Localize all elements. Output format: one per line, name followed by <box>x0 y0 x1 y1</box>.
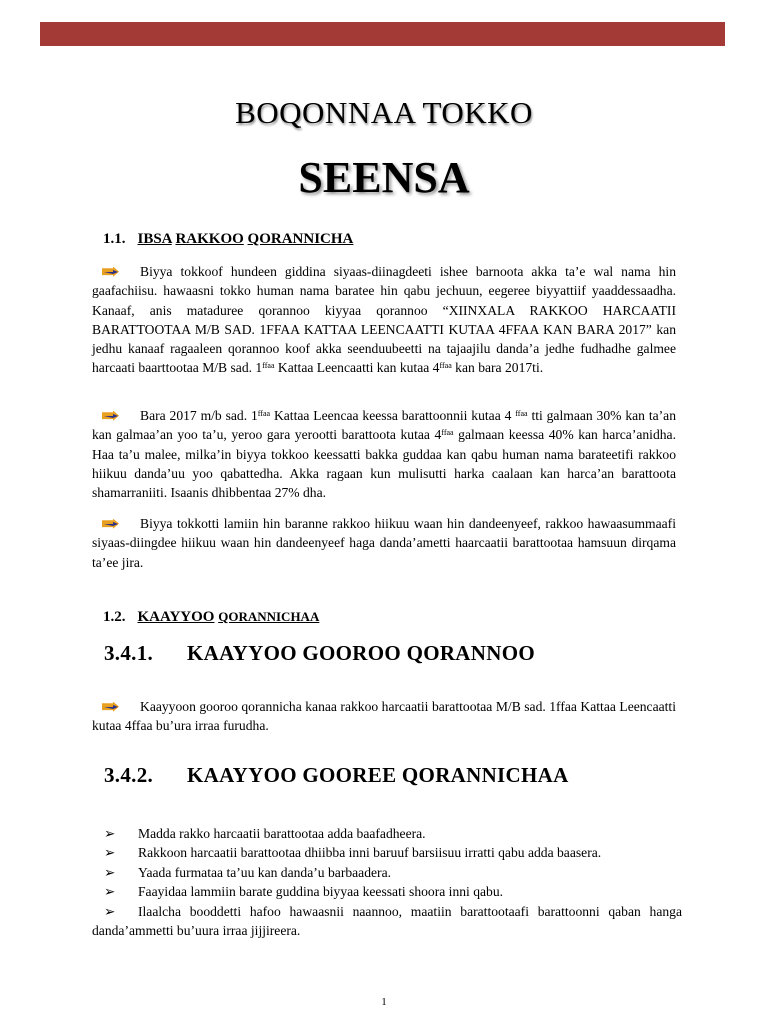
section-number: 3.4.1. <box>104 641 154 665</box>
section-heading-3-4-2 <box>104 763 569 788</box>
heading-word: QORANNICHA <box>247 231 354 247</box>
heading-word: KAAYYOO <box>137 609 215 625</box>
section-number: 1.2. <box>103 609 126 625</box>
page-number: 1 <box>381 996 387 1008</box>
list-item: ➢ Ilaalcha booddetti hafoo hawaasnii naannoo, maatiin barattootaafi barattoonni qaban hanga danda’ammetti bu’uura irraa jijjireera. <box>92 903 682 939</box>
section-number: 1.1. <box>103 231 126 247</box>
section-title: KAAYYOO GOOREE QORANNICHAA <box>187 763 569 787</box>
paragraph-general-objective: Kaayyoon gooroo qorannicha kanaa rakkoo harcaatii barattootaa M/B sad. 1ffaa Kattaa Leencaatti kutaa 4ffaa bu’ura irraa furudha. <box>92 699 676 734</box>
section-title: KAAYYOO GOOROO QORANNOO <box>187 641 535 665</box>
arrowhead-bullet-icon: ➢ <box>104 903 116 919</box>
heading-word: RAKKOO <box>175 231 244 247</box>
section-number: 3.4.2. <box>104 763 154 787</box>
arrowhead-bullet-icon: ➢ <box>104 884 116 900</box>
heading-word: IBSA <box>137 231 172 247</box>
header-bar <box>40 22 725 46</box>
arrow-bullet-icon <box>102 519 120 529</box>
list-item: ➢ Madda rakko harcaatii barattootaa adda baafadheera. <box>92 824 682 843</box>
chapter-subtitle: SEENSA <box>298 153 470 202</box>
arrow-bullet-icon <box>102 267 120 277</box>
arrow-bullet-icon <box>102 702 120 712</box>
section-heading-1-2 <box>103 609 319 626</box>
arrowhead-bullet-icon: ➢ <box>104 845 116 861</box>
arrowhead-bullet-icon: ➢ <box>104 864 116 880</box>
section-heading-1-1 <box>103 231 353 248</box>
section-heading-3-4-1 <box>104 641 535 666</box>
list-item: ➢ Faayidaa lammiin barate guddina biyyaa keessati shoora inni qabu. <box>92 882 682 901</box>
heading-word: QORANNICHAA <box>218 609 320 624</box>
paragraph-problem-statement: Biyya tokkoof hundeen giddina siyaas-diinagdeeti ishee barnoota akka ta’e wal nama hin gaafachiisu. hawaasni tokko human nama baratee hin qabu jechuun, eegeree biyyattiif yaaddessaadha. Kanaaf, anis mataduree qorannoo kiyyaa qorannoo “XIINXALA RAKKOO HARCAATII BARATTOOTAA M/B SAD. 1FFAA KATTAA LEENCAATTI KUTAA 4FFAA KAN BARA 2017” kan jedhu kanaaf ragaaleen qorannoo koof akka seenduubeetti na tajaajilu danda’a jedhe fudhadhe galmee harcaati baarttootaa M/B sad. $1^{ffaa}$ Kattaa Leencaatti kan kutaa $4^{ffaa}$ kan bara 2017ti. <box>92 264 676 376</box>
paragraph-conclusion: Biyya tokkotti lamiin hin baranne rakkoo hiikuu waan hin dandeenyeef, rakkoo hawaasummaafi siyaas-diingdee hiikuu waan hin dandeenyeef haga danda’ametti haarcaatii barattootaa hamsuun dirqama ta’ee jira. <box>92 516 676 570</box>
chapter-title: BOQONNAA TOKKO <box>235 95 533 130</box>
arrowhead-bullet-icon: ➢ <box>104 826 116 841</box>
specific-objectives-list <box>92 824 682 940</box>
arrow-bullet-icon <box>102 411 120 421</box>
paragraph-dropout-stats: Bara 2017 m/b sad. $1^{ffaa}$ Kattaa Leencaa keessa barattoonnii kutaa 4 $^{ffaa}$ tti galmaan 30% kan ta’an kan galmaa’an yoo ta’u, yeroo gara yerootti barattoota kutaa $4^{ffaa}$ galmaan keessa 40% kan harca’anidha. Haa ta’u malee, milka’in biyya tokkoo keessatti bakka guddaa kan qabu human nama barateetifi rakkoo hiikuu danda’uu yoo qabattedha. Akka ragaan kun mulisutti harka caalaan kan harca’an barattoota shamarraniiti. Isaanis dhibbentaa 27% dha. <box>92 408 676 501</box>
list-item: ➢ Rakkoon harcaatii barattootaa dhiibba inni baruuf barsiisuu irratti qabu adda baasera. <box>92 843 682 862</box>
list-item: ➢ Yaada furmataa ta’uu kan danda’u barbaadera. <box>92 863 682 882</box>
